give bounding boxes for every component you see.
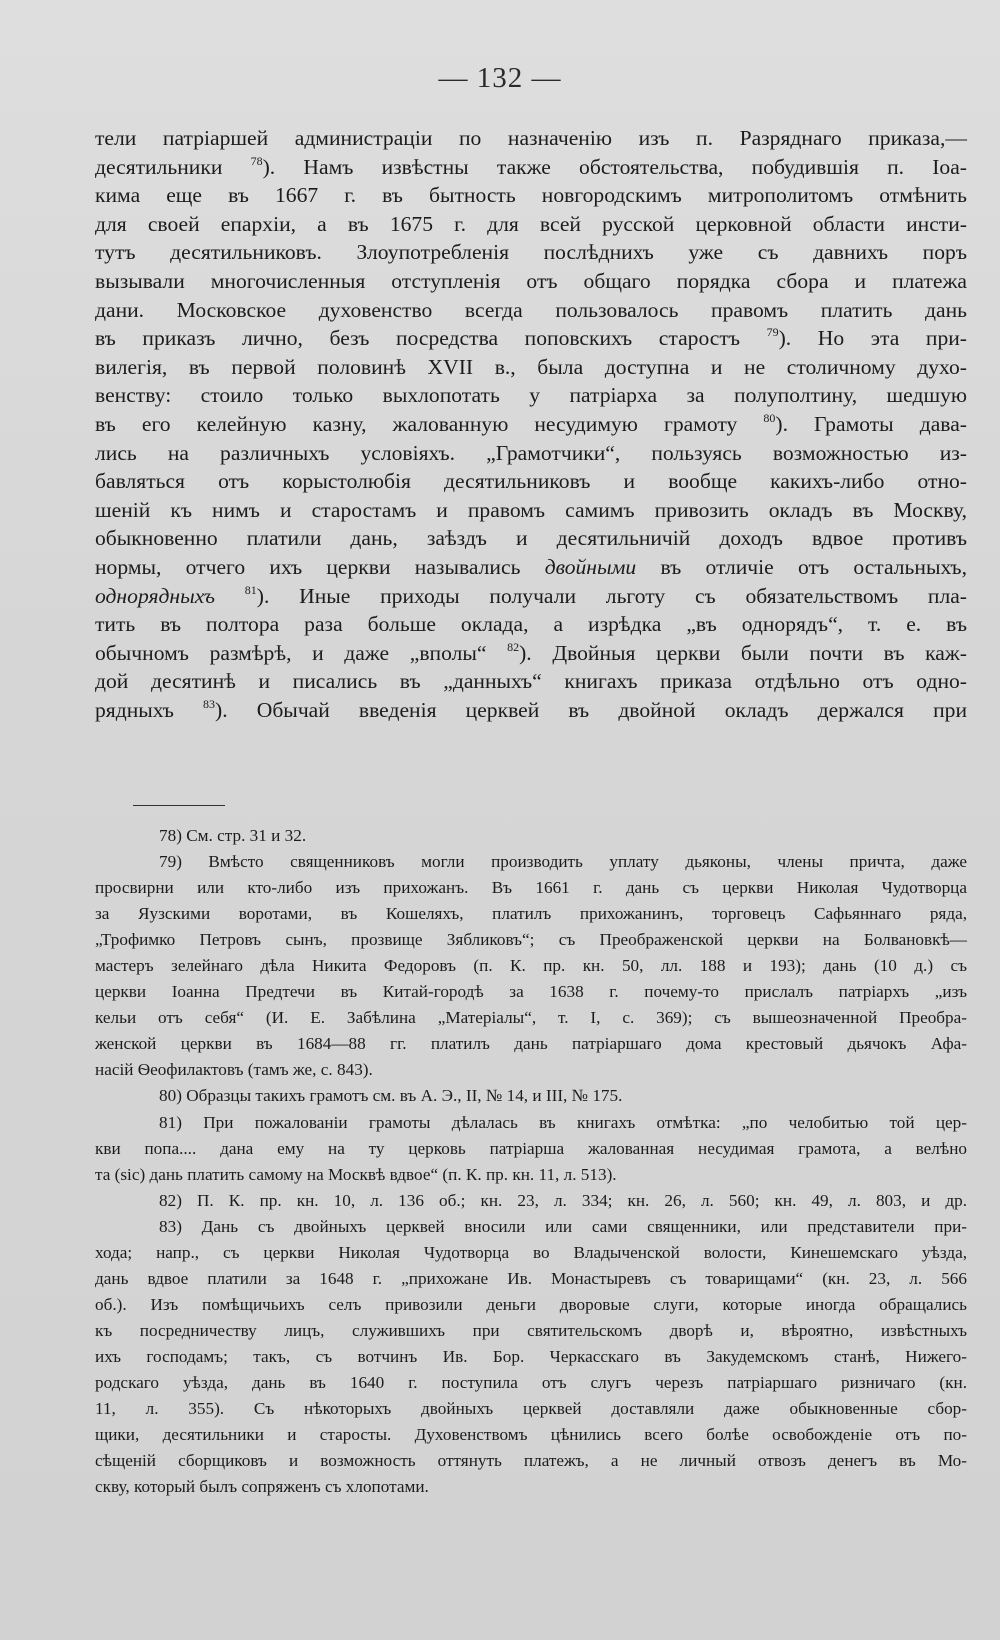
italic-term: однорядныхъ (95, 583, 216, 608)
footnote-ref: 78 (250, 153, 263, 168)
footnote-line: 82) П. К. пр. кн. 10, л. 136 об.; кн. 23, л. 334; кн. 26, л. 560; кн. 49, л. 803, и др. (159, 1190, 967, 1210)
footnote-line: 80) Образцы такихъ грамотъ см. въ А. Э., II, № 14, и III, № 175. (159, 1086, 623, 1106)
footnote-line: мастеръ зелейнаго дѣла Никита Федоровъ (п. К. пр. кн. 50, лл. 188 и 193); дань (10 д.) съ (95, 956, 967, 976)
footnote-line: ихъ господамъ; такъ, съ вотчинъ Ив. Бор. Черкасскаго въ Закудемскомъ станѣ, Нижего- (95, 1346, 967, 1366)
footnote-ref: 83 (203, 696, 216, 711)
footnote-line: 81) При пожалованіи грамоты дѣлалась въ книгахъ отмѣтка: „по челобитью той цер- (159, 1112, 967, 1132)
text-line: нормы, отчего ихъ церкви назывались двойными въ отличіе отъ остальныхъ, (95, 554, 967, 579)
text-line: обыкновенно платили дань, заѣздъ и десятильничій доходъ вдвое противъ (95, 526, 967, 551)
footnote-line: 83) Дань съ двойныхъ церквей вносили или сами священники, или представители при- (159, 1216, 967, 1236)
italic-term: двойными (544, 554, 637, 579)
footnote-line: женской церкви въ 1684—88 гг. платилъ дань патріаршаго дома крестовый дьячокъ Афа- (95, 1034, 967, 1054)
footnote-line: хода; напр., съ церкви Николая Чудотворца во Владыченской волости, Кинешемскаго уѣзда, (95, 1242, 967, 1262)
footnote-line: 11, л. 355). Съ нѣкоторыхъ двойныхъ церквей доставляли даже обыкновенные сбор- (95, 1399, 967, 1419)
text-line: дой десятинѣ и писались въ „данныхъ“ книгахъ приказа отдѣльно отъ одно- (95, 669, 967, 694)
footnote-ref: 80 (763, 410, 776, 425)
footnote-line: родскаго уѣзда, дань въ 1640 г. поступила отъ слугъ черезъ патріаршаго ризничаго (кн. (95, 1372, 967, 1392)
text-line: однорядныхъ $^{81}$). Иные приходы получали льготу съ обязательствомъ пла- (95, 582, 967, 608)
footnote-line: церкви Іоанна Предтечи въ Китай-городѣ за 1638 г. почему-то прислалъ патріархъ „изъ (95, 982, 967, 1002)
text-line: дани. Московское духовенство всегда пользовалось правомъ платить дань (95, 297, 967, 322)
text-line: вызывали многочисленныя отступленія отъ общаго порядка сбора и платежа (95, 268, 967, 293)
footnotes (95, 823, 967, 1500)
footnote-line: кельи отъ себя“ (И. Е. Забѣлина „Матеріалы“, т. I, с. 369); съ вышеозначенной Преобра- (95, 1008, 967, 1028)
footnote-line: „Трофимко Петровъ сынъ, прозвище Зябликовъ“; съ Преображенской церкви на Болвановкѣ— (95, 930, 967, 950)
text-line: для своей епархіи, а въ 1675 г. для всей русской церковной области инсти- (95, 211, 967, 236)
main-text (95, 124, 967, 724)
footnote-line: 79) Вмѣсто священниковъ могли производить уплату дьяконы, члены причта, даже (159, 852, 967, 872)
page-number: — 132 — (438, 62, 562, 94)
footnote-line: къ посредничеству лицъ, служившихъ при святительскомъ дворѣ и, вѣроятно, извѣстныхъ (95, 1320, 967, 1340)
footnote-line: скву, который былъ сопряженъ съ хлопотами. (95, 1477, 429, 1497)
footnote-line: об.). Изъ помѣщичьихъ селъ привозили деньги дворовые слуги, которые иногда обращались (95, 1294, 967, 1314)
footnote-line: дань вдвое платили за 1648 г. „прихожане Ив. Монастыревъ съ товарищами“ (кн. 23, л. 566 (95, 1268, 967, 1288)
footnote-line: щики, десятильники и старосты. Духовенствомъ цѣнились всего болѣе освобожденіе отъ по- (95, 1425, 967, 1445)
text-line: тели патріаршей администраціи по назначенію изъ п. Разряднаго приказа,— (95, 126, 967, 150)
footnote-line: 78) См. стр. 31 и 32. (159, 826, 307, 845)
footnote-ref: 82 (507, 639, 520, 654)
text-line: обычномъ размѣрѣ, и даже „вполы“ $^{82}$). Двойныя церкви были почти въ каж- (95, 639, 967, 665)
text-line: венству: стоило только выхлопотать у патріарха за полуполтину, шедшую (95, 383, 967, 408)
text-line: въ приказъ лично, безъ посредства поповскихъ старостъ $^{79}$). Но эта при- (95, 325, 967, 351)
footnote-line: кви попа.... дана ему на ту церковь патріарша жалованная несудимая грамота, а велѣно (95, 1138, 967, 1158)
text-line: въ его келейную казну, жалованную несудимую грамоту $^{80}$). Грамоты дава- (95, 410, 967, 436)
text-line: вилегія, въ первой половинѣ XVII в., была доступна и не столичному духо- (95, 354, 967, 379)
footnote-line: насій Ѳеофилактовъ (тамъ же, с. 843). (95, 1060, 373, 1080)
text-line: тутъ десятильниковъ. Злоупотребленія послѣднихъ уже съ давнихъ поръ (95, 240, 967, 265)
text-line: шеній къ нимъ и старостамъ и правомъ самимъ привозить окладъ въ Москву, (95, 497, 967, 522)
footnote-line: сѣщеній сборщиковъ и возможность оттянуть платежъ, а не личный отвозъ денегъ въ Мо- (95, 1451, 967, 1471)
text-line: десятильники $^{78}$). Намъ извѣстны также обстоятельства, побудившія п. Іоа- (95, 153, 968, 179)
text-line: тить въ полтора раза больше оклада, а изрѣдка „въ однорядъ“, т. е. въ (95, 612, 967, 637)
text-line: лись на различныхъ условіяхъ. „Грамотчики“, пользуясь возможностью из- (95, 440, 967, 465)
footnote-line: просвирни или кто-либо изъ прихожанъ. Въ 1661 г. дань съ церкви Николая Чудотворца (95, 878, 967, 898)
footnote-line: та (sic) дань платить самому на Москвѣ вдвое“ (п. К. пр. кн. 11, л. 513). (95, 1164, 617, 1184)
text-line: рядныхъ $^{83}$). Обычай введенія церквей въ двойной окладъ держался при (95, 696, 967, 722)
text-line: кима еще въ 1667 г. въ бытность новгородскимъ митрополитомъ отмѣнить (95, 183, 967, 208)
footnote-ref: 81 (244, 582, 257, 597)
text-line: бавляться отъ корыстолюбія десятильниковъ и вообще какихъ-либо отно- (95, 469, 967, 494)
footnote-line: за Яузскими воротами, въ Кошеляхъ, платилъ прихожанинъ, торговецъ Сафьяннаго ряда, (95, 904, 967, 924)
footnote-separator (133, 805, 225, 806)
footnote-ref: 79 (766, 325, 779, 340)
